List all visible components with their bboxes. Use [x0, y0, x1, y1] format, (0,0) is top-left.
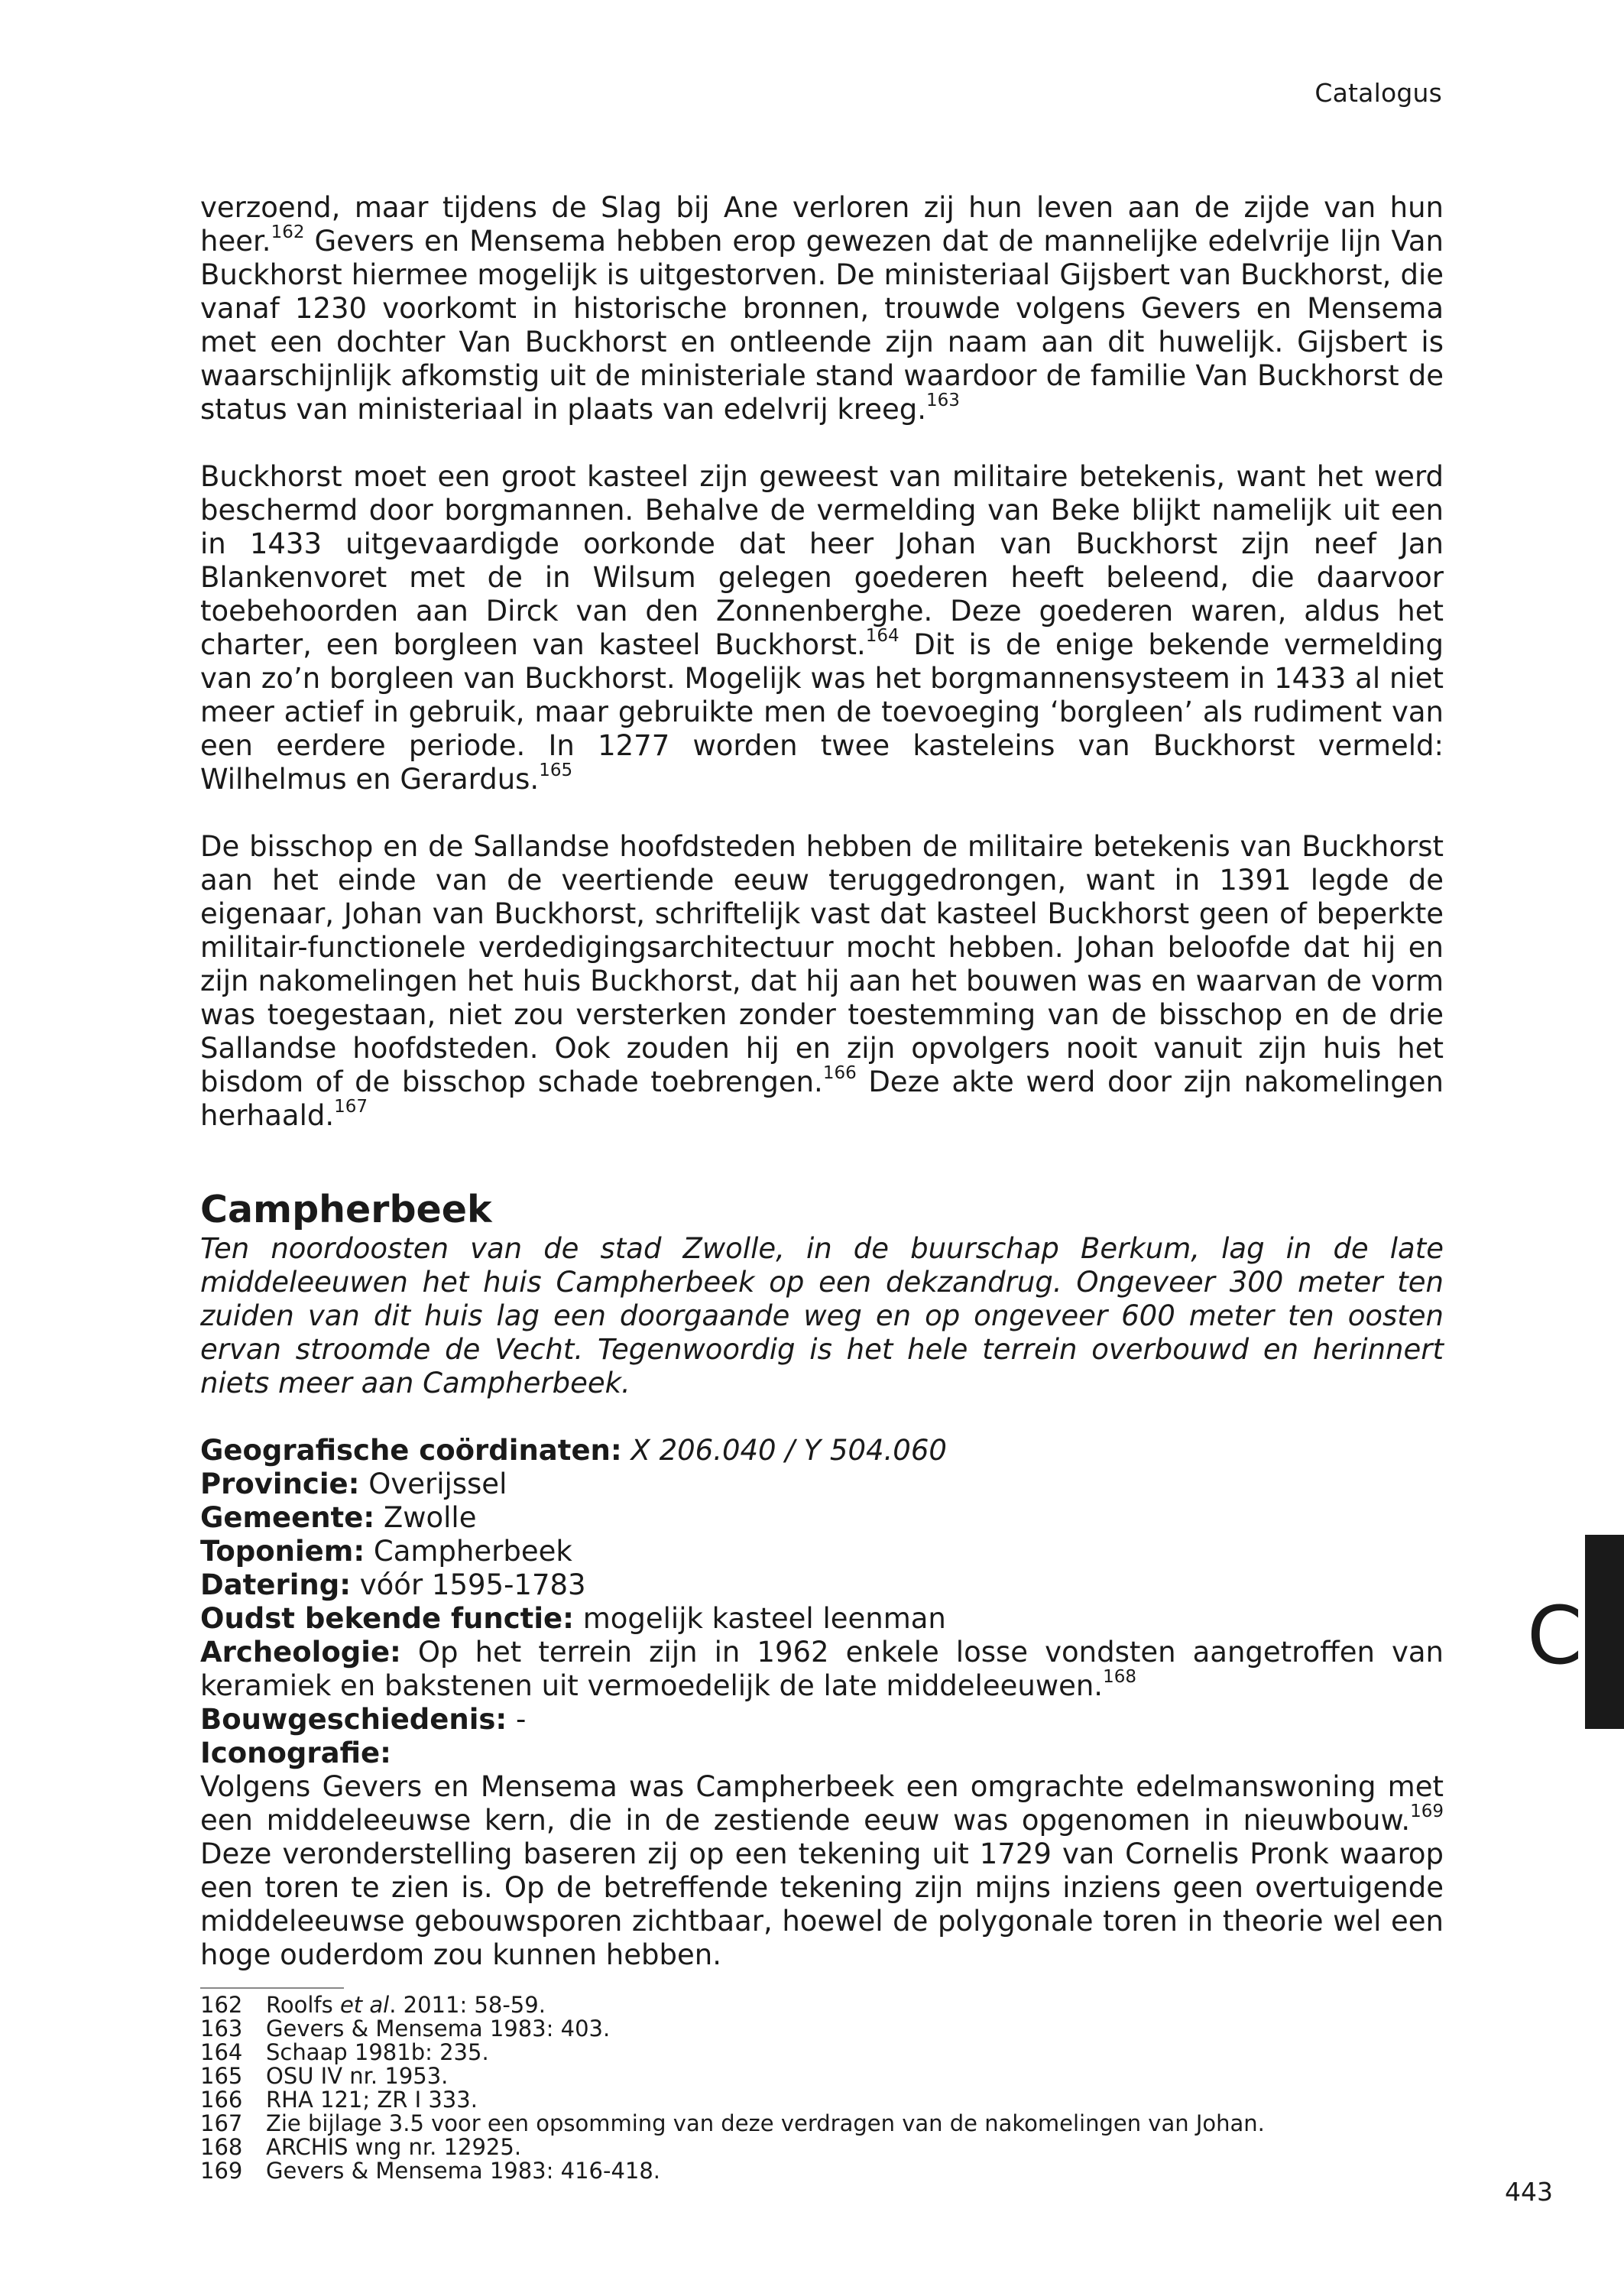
prop-iconografie: Iconografie: [200, 1737, 391, 1769]
prop-coordinates: Geografische coördinaten: X 206.040 / Y 504.060 [200, 1434, 947, 1467]
section-thumb-tab [1585, 1535, 1624, 1729]
footnote-divider [200, 1987, 344, 1989]
footnote: 167 Zie bijlage 3.5 voor een opsomming van deze verdragen van de nakomelingen van Johan. [200, 2110, 1265, 2136]
section-letter: C [1527, 1589, 1583, 1682]
footnote: 164 Schaap 1981b: 235. [200, 2039, 489, 2065]
footnote-ref[interactable]: 166 [822, 1062, 857, 1083]
prop-toponiem: Toponiem: Campherbeek [200, 1535, 572, 1568]
footnote-ref[interactable]: 162 [271, 222, 305, 242]
prop-archeologie: Archeologie: Op het terrein zijn in 1962 enkele losse vondsten aangetroffen van keramiek en bakstenen uit vermoedelijk de late middeleeuwen.$^{168}$ [200, 1636, 1444, 1702]
footnote-ref[interactable]: 168 [1103, 1666, 1136, 1687]
running-header: Catalogus [1314, 78, 1442, 108]
footnote: 165 OSU IV nr. 1953. [200, 2063, 449, 2089]
iconografie-text: Volgens Gevers en Mensema was Campherbeek een omgrachte edelmanswoning met een middeleeuwse kern, die in de zestiende eeuw was opgenomen in nieuwbouw.$^{169}$ Deze veronderstelling baseren zij op een tekening uit 1729 van Cornelis Pronk waarop een toren te zien is. Op de betreffende tekening zijn mijns inziens geen overtuigende middeleeuwse gebouwsporen zichtbaar, hoewel de polygonale toren in theorie wel een hoge ouderdom zou kunnen hebben. [200, 1770, 1444, 1971]
footnote-ref[interactable]: 164 [865, 625, 900, 646]
entry-properties [200, 1434, 1444, 1972]
prop-provincie: Provincie: Overijssel [200, 1468, 507, 1500]
prop-datering: Datering: vóór 1595-1783 [200, 1568, 586, 1601]
footnote-ref[interactable]: 165 [539, 760, 573, 780]
footnote-ref[interactable]: 163 [925, 390, 960, 410]
prop-functie: Oudst bekende functie: mogelijk kasteel leenman [200, 1602, 946, 1635]
entry-intro: Ten noordoosten van de stad Zwolle, in de buurschap Berkum, lag in de late middeleeuwen het huis Campherbeek op een dekzandrug. Ongeveer 300 meter ten zuiden van dit huis lag een doorgaande weg en op ongeveer 600 meter ten oosten ervan stroomde de Vecht. Tegenwoordig is het hele terrein overbouwd en herinnert niets meer aan Campherbeek. [200, 1232, 1444, 1399]
footnote: 169 Gevers & Mensema 1983: 416-418. [200, 2158, 661, 2184]
entry-title: Campherbeek [200, 1188, 492, 1231]
footnote: 168 ARCHIS wng nr. 12925. [200, 2134, 522, 2160]
paragraph-3: De bisschop en de Sallandse hoofdsteden hebben de militaire betekenis van Buckhorst aan het einde van de veertiende eeuw teruggedrongen, want in 1391 legde de eigenaar, Johan van Buckhorst, schriftelijk vast dat kasteel Buckhorst geen of beperkte militair-functionele verdedigingsarchitectuur mocht hebben. Johan beloofde dat hij en zijn nakomelingen het huis Buckhorst, dat hij aan het bouwen was en waarvan de vorm was toegestaan, niet zou versterken zonder toestemming van de bisschop en de drie Sallandse hoofdsteden. Ook zouden hij en zijn opvolgers nooit vanuit zijn huis het bisdom of de bisschop schade toebrengen.$^{166}$ Deze akte werd door zijn nakomelingen herhaald.$^{167}$ [200, 830, 1444, 1132]
prop-gemeente: Gemeente: Zwolle [200, 1501, 477, 1534]
paragraph-1: verzoend, maar tijdens de Slag bij Ane verloren zij hun leven aan de zijde van hun heer.$^{162}$ Gevers en Mensema hebben erop gewezen dat de mannelijke edelvrije lijn Van Buckhorst hiermee mogelijk is uitgestorven. De ministeriaal Gijsbert van Buckhorst, die vanaf 1230 voorkomt in historische bronnen, trouwde volgens Gevers en Mensema met een dochter Van Buckhorst en ontleende zijn naam aan dit huwelijk. Gijsbert is waarschijnlijk afkomstig uit de ministeriale stand waardoor de familie Van Buckhorst de status van ministeriaal in plaats van edelvrij kreeg.$^{163}$ [200, 191, 1444, 426]
footnote-ref[interactable]: 167 [334, 1096, 368, 1117]
footnotes [200, 1993, 1444, 2183]
page-number: 443 [1505, 2177, 1553, 2207]
footnote: 166 RHA 121; ZR I 333. [200, 2087, 478, 2113]
prop-bouwgeschiedenis: Bouwgeschiedenis: - [200, 1703, 527, 1736]
footnote-ref[interactable]: 169 [1410, 1801, 1444, 1821]
paragraph-2: Buckhorst moet een groot kasteel zijn geweest van militaire betekenis, want het werd beschermd door borgmannen. Behalve de vermelding van Beke blijkt namelijk uit een in 1433 uitgevaardigde oorkonde dat heer Johan van Buckhorst zijn neef Jan Blankenvoret met de in Wilsum gelegen goederen heeft beleend, die daarvoor toebehoorden aan Dirck van den Zonnenberghe. Deze goederen waren, aldus het charter, een borgleen van kasteel Buckhorst.$^{164}$ Dit is de enige bekende vermelding van zo’n borgleen van Buckhorst. Mogelijk was het borgmannensysteem in 1433 al niet meer actief in gebruik, maar gebruikte men de toevoeging ‘borgleen’ als rudiment van een eerdere periode. In 1277 worden twee kasteleins van Buckhorst vermeld: Wilhelmus en Gerardus.$^{165}$ [200, 460, 1444, 796]
footnote: 162 Roolfs et al. 2011: 58-59. [200, 1992, 546, 2018]
page-body [200, 191, 1444, 2183]
footnote: 163 Gevers & Mensema 1983: 403. [200, 2016, 611, 2042]
